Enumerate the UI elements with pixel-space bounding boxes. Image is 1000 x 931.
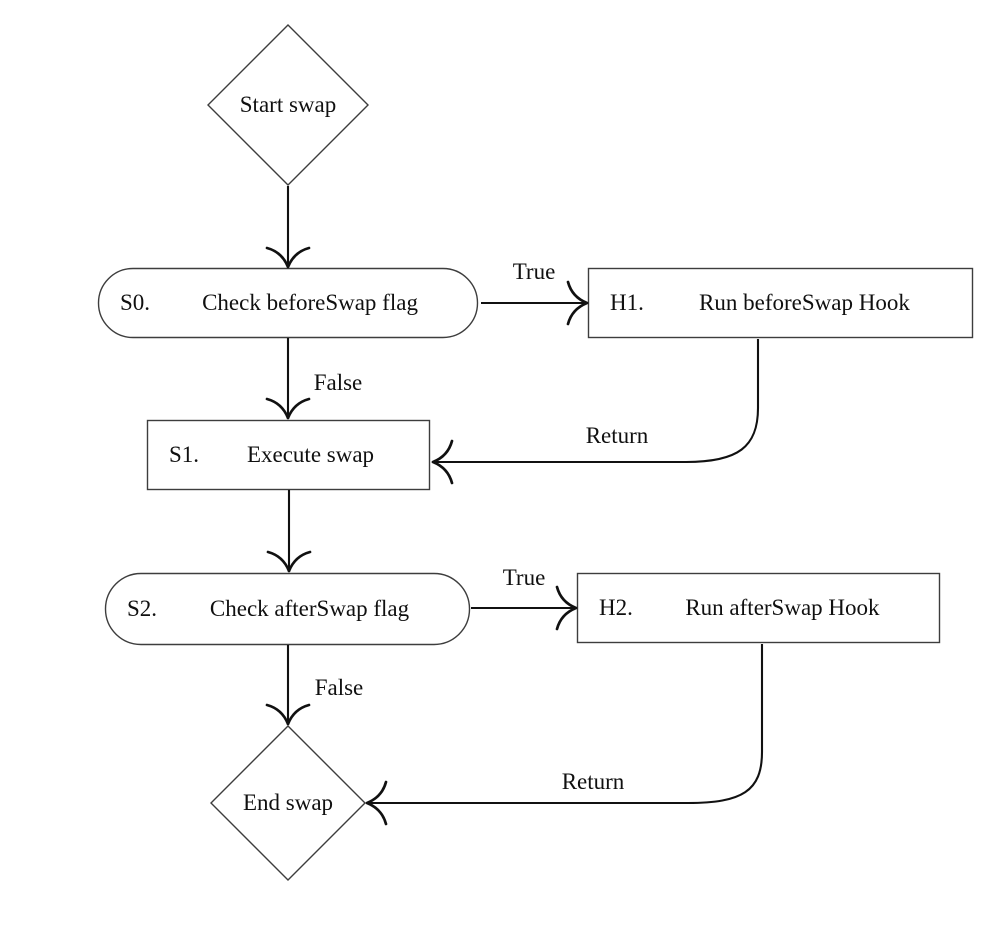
node-run-afterswap-hook [577, 573, 940, 643]
edge-label-true-beforeswap: True [512, 259, 556, 284]
node-start-swap-label: Start swap [239, 92, 337, 118]
node-execute-swap [147, 420, 430, 490]
node-s0-id: S0. [120, 290, 151, 316]
node-s0-label: Check beforeSwap flag [202, 290, 418, 316]
node-h1-id: H1. [610, 290, 644, 316]
edge-label-return-beforeswap: Return [585, 423, 649, 448]
edge-label-true-afterswap: True [502, 565, 546, 590]
node-s1-id: S1. [169, 442, 200, 468]
node-end-swap-label: End swap [242, 790, 334, 816]
node-h2-label: Run afterSwap Hook [685, 595, 880, 621]
node-h1-label: Run beforeSwap Hook [699, 290, 910, 316]
node-s2-id: S2. [127, 596, 158, 622]
edge-label-false-beforeswap: False [313, 370, 363, 395]
node-start-swap [208, 25, 368, 185]
node-check-afterswap-flag [105, 573, 470, 645]
node-s2-label: Check afterSwap flag [209, 596, 410, 622]
node-run-beforeswap-hook [588, 268, 973, 338]
node-end-swap [211, 726, 365, 880]
node-check-beforeswap-flag [98, 268, 478, 338]
node-h2-id: H2. [599, 595, 633, 621]
edge-label-false-afterswap: False [314, 675, 364, 700]
node-s1-label: Execute swap [246, 442, 375, 468]
edge-label-return-afterswap: Return [561, 769, 625, 794]
